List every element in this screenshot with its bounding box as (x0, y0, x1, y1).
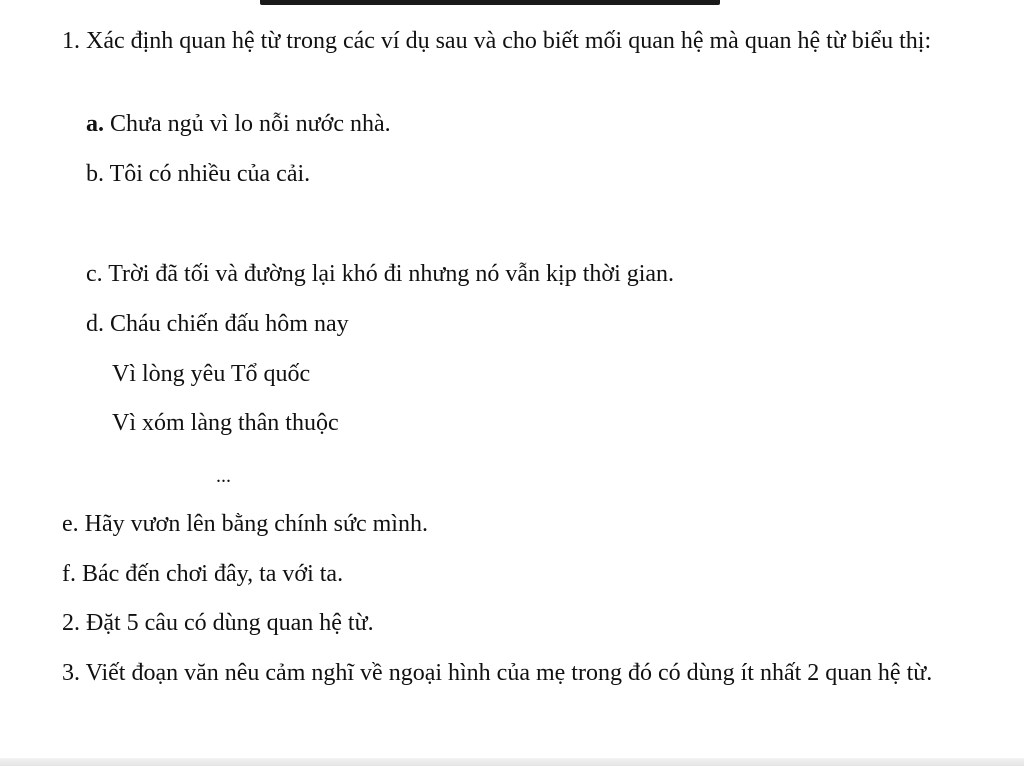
item-d-ellipsis: ... (216, 465, 231, 487)
item-f: f. Bác đến chơi đây, ta với ta. (62, 561, 344, 587)
item-b: b. Tôi có nhiều của cải. (86, 161, 311, 187)
question-2: 2. Đặt 5 câu có dùng quan hệ từ. (62, 610, 374, 636)
item-a (86, 108, 391, 140)
top-heading-underline (260, 0, 720, 5)
item-c: c. Trời đã tối và đường lại khó đi nhưng nó vẫn kịp thời gian. (86, 261, 675, 287)
item-d-line-1: d. Cháu chiến đấu hôm nay (86, 311, 349, 337)
item-d-line-2: Vì lòng yêu Tổ quốc (112, 361, 311, 387)
item-d-line-3: Vì xóm làng thân thuộc (112, 410, 339, 436)
question-3: 3. Viết đoạn văn nêu cảm nghĩ về ngoại hình của mẹ trong đó có dùng ít nhất 2 quan hệ từ. (62, 660, 933, 686)
item-a-marker: a. (86, 111, 104, 137)
question-1: 1. Xác định quan hệ từ trong các ví dụ sau và cho biết mối quan hệ mà quan hệ từ biểu thị: (62, 28, 932, 54)
page-bottom-edge (0, 758, 1024, 766)
item-a-text: Chưa ngủ vì lo nỗi nước nhà. (104, 111, 391, 137)
item-e: e. Hãy vươn lên bằng chính sức mình. (62, 511, 428, 537)
